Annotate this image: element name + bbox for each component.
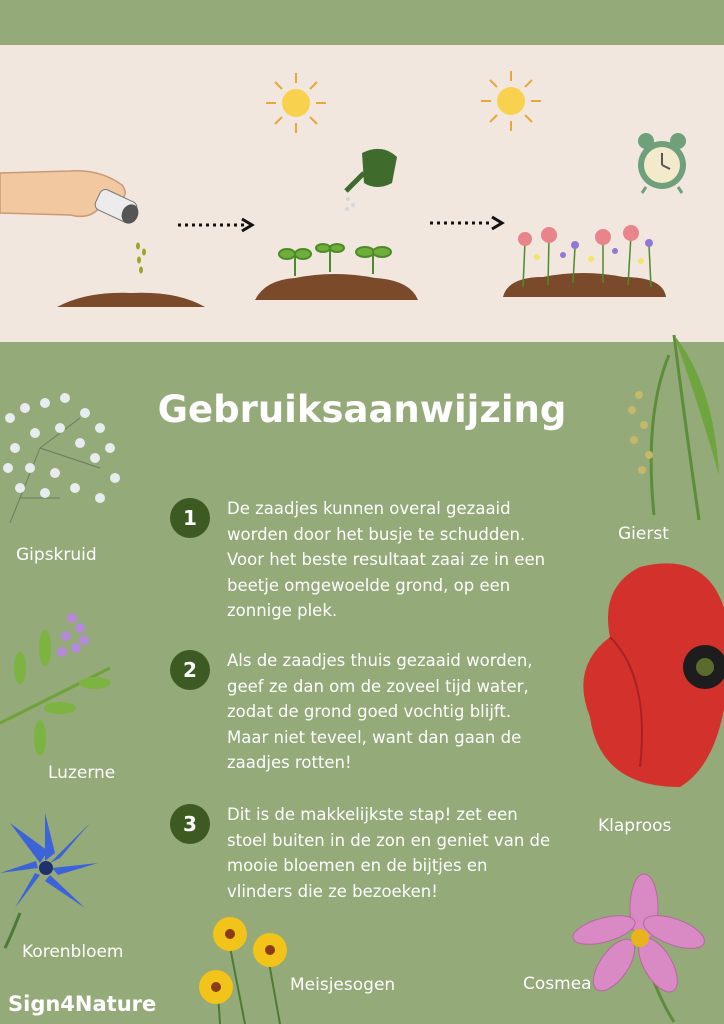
flowerbed-icon — [503, 217, 668, 307]
korenbloem-illustration — [0, 813, 100, 948]
cosmea-illustration — [574, 870, 698, 1022]
top-band — [0, 0, 724, 45]
plant-label-cosmea: Cosmea — [523, 974, 592, 994]
plant-label-klaproos: Klaproos — [598, 816, 672, 836]
arrow-icon — [430, 215, 510, 231]
klaproos-illustration — [580, 557, 724, 792]
falling-seeds-icon — [132, 240, 152, 280]
page-title: Gebruiksaanwijzing — [157, 388, 567, 431]
step-text: Als de zaadjes thuis gezaaid worden, geef ze dan om de zoveel tijd water, zodat de grond goed vochtig blijft. Maar niet teveel, want dan gaan de zaadjes rotten! — [227, 651, 533, 772]
sun-icon — [264, 71, 328, 135]
luzerne-illustration — [0, 608, 120, 768]
seedlings-icon — [255, 240, 420, 310]
step-number-badge: 3 — [170, 804, 210, 844]
step-number-badge: 1 — [170, 498, 210, 538]
alarm-clock-icon — [632, 131, 692, 195]
plant-label-meisjesogen: Meisjesogen — [290, 975, 396, 995]
plant-label-gierst: Gierst — [618, 524, 669, 544]
arrow-icon — [178, 217, 258, 233]
meisjesogen-illustration — [190, 912, 290, 1022]
hand-seed-shaker-icon — [0, 165, 150, 245]
watering-can-icon — [342, 143, 402, 223]
plant-label-korenbloem: Korenbloem — [22, 942, 124, 962]
plant-label-luzerne: Luzerne — [48, 763, 116, 783]
soil-mound-icon — [57, 285, 207, 315]
step-text: Dit is de makkelijkste stap! zet een stoel buiten in de zon en geniet van de mooie bloemen en de bijtjes en vlinders die ze bezoeken! — [227, 805, 551, 901]
brand-logo: Sign4Nature — [8, 992, 157, 1016]
process-panel — [0, 45, 724, 342]
plant-label-gipskruid: Gipskruid — [16, 545, 97, 565]
step-number-badge: 2 — [170, 650, 210, 690]
sun-icon — [479, 69, 543, 133]
step-text: De zaadjes kunnen overal gezaaid worden door het busje te schudden. Voor het beste resultaat zaai ze in een beetje omgewoelde grond, op een zonnige plek. — [227, 499, 546, 620]
